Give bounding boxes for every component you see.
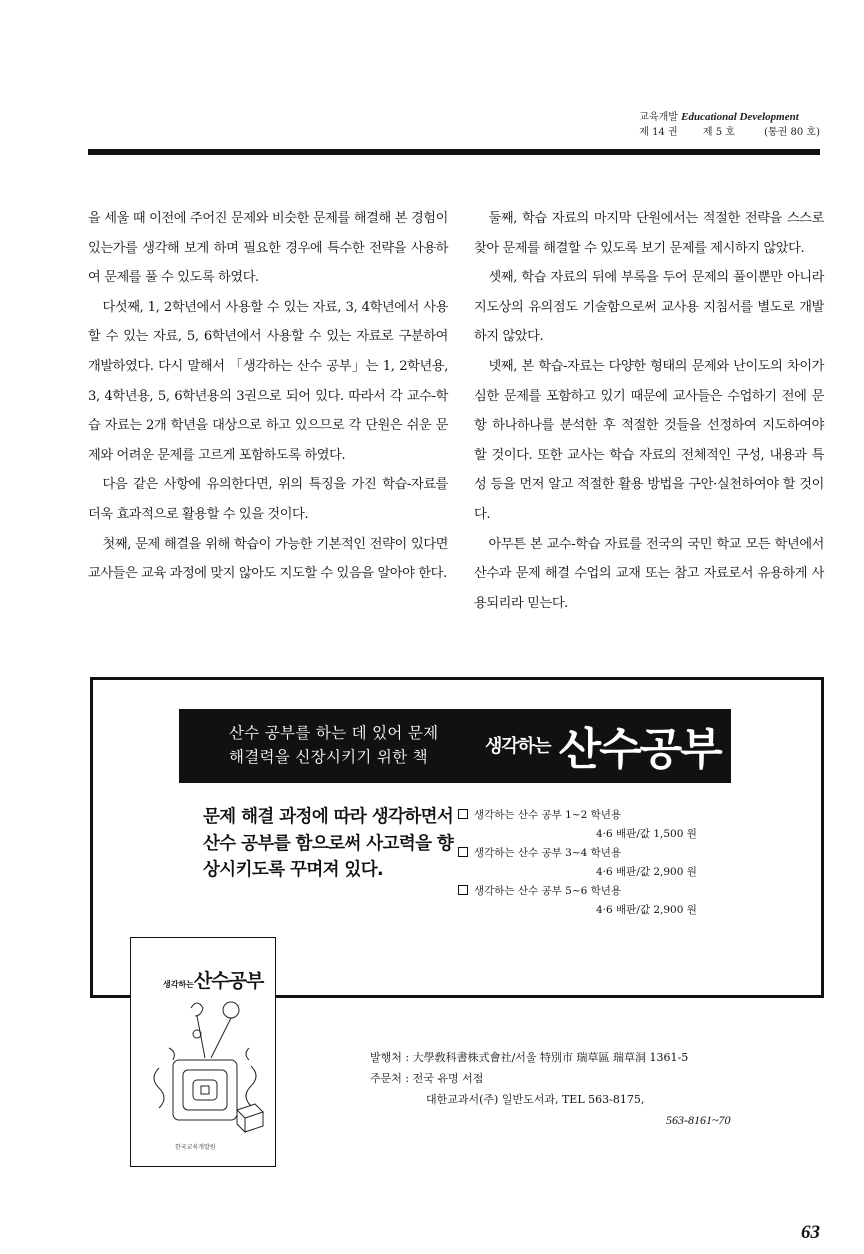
total-issue-label: (통권 80 호) — [764, 127, 820, 138]
ad-brand — [485, 713, 721, 777]
ad-brand-big: 산수공부 — [558, 724, 721, 775]
paragraph: 다음 같은 사항에 유의한다면, 위의 특징을 가진 학습-자료를 더욱 효과적으로 활용할 수 있을 것이다. — [88, 477, 448, 522]
paragraph: 셋째, 학습 자료의 뒤에 부록을 두어 문제의 풀이뿐만 아니라 지도상의 유의점도 기술함으로써 교사용 지침서를 별도로 개발하지 않았다. — [474, 270, 824, 345]
paragraph: 넷째, 본 학습-자료는 다양한 형태의 문제와 난이도의 차이가 심한 문제를 포함하고 있기 때문에 교사들은 수업하기 전에 문항 하나하나를 분석한 후 적절한 것들을 선정하여 지도하여야 할 것이다. 또한 교사는 학습 자료의 전체적인 구성, 내용과 특성 등을 먼저 알고 적절한 활용 방법을 구안·실천하여야 할 것이다. — [474, 358, 824, 522]
ad-tagline-line-1: 산수 공부를 하는 데 있어 문제 — [229, 724, 439, 742]
ad-banner — [179, 709, 731, 783]
paragraph: 을 세울 때 이전에 주어진 문제와 비슷한 문제를 해결해 본 경험이 있는가를 생각해 보게 하며 필요한 경우에 특수한 전략을 사용하여 문제를 풀 수 있도록 하였다. — [88, 211, 448, 286]
ad-publisher-info — [370, 1047, 731, 1131]
ad-tagline-line-2: 해결력을 신장시키기 위한 책 — [229, 748, 428, 766]
left-column — [88, 204, 448, 589]
order-detail: 대한교과서(주) 일반도서과, TEL 563-8175, — [426, 1093, 645, 1106]
order-line: 주문처 : 전국 유명 서점 — [370, 1072, 484, 1085]
ad-product-item — [458, 882, 718, 920]
product-title: 생각하는 산수 공부 5~6 학년용 — [474, 885, 622, 897]
order-tel-2: 563-8161~70 — [666, 1113, 731, 1127]
journal-title-kr: 교육개발 — [639, 112, 678, 123]
page-number: 63 — [801, 1222, 820, 1243]
product-title: 생각하는 산수 공부 1~2 학년용 — [474, 809, 622, 821]
product-spec: 4·6 배판/값 2,900 원 — [596, 904, 697, 916]
cover-title-big: 산수공부 — [193, 970, 264, 992]
ad-product-list — [458, 806, 718, 920]
volume-label: 제 14 권 — [639, 127, 678, 138]
paragraph: 아무튼 본 교수-학습 자료를 전국의 국민 학교 모든 학년에서 산수과 문제 해결 수업의 교재 또는 참고 자료로서 유용하게 사용되리라 믿는다. — [474, 536, 824, 611]
journal-header — [639, 110, 820, 140]
publisher-line: 발행처 : 大學敎科書株式會社/서울 特別市 瑞草區 瑞草洞 1361-5 — [370, 1051, 689, 1064]
paragraph: 둘째, 학습 자료의 마지막 단원에서는 적절한 전략을 스스로 찾아 문제를 해결할 수 있도록 보기 문제를 제시하지 않았다. — [474, 211, 824, 256]
ad-slogan: 문제 해결 과정에 따라 생각하면서 산수 공부를 함으로써 사고력을 향상시키도록 꾸며져 있다. — [203, 807, 454, 880]
cover-title-small: 생각하는 — [163, 980, 194, 989]
product-title: 생각하는 산수 공부 3~4 학년용 — [474, 847, 622, 859]
right-column — [474, 204, 824, 618]
cover-maze-illustration — [139, 988, 269, 1138]
product-spec: 4·6 배판/값 1,500 원 — [596, 828, 697, 840]
ad-brand-small: 생각하는 — [485, 736, 551, 757]
ad-tagline — [229, 721, 438, 769]
journal-title-en: Educational Development — [681, 111, 799, 123]
ad-product-item — [458, 806, 718, 844]
header-rule — [88, 149, 820, 155]
issue-label: 제 5 호 — [702, 127, 735, 138]
checkbox-icon — [458, 809, 468, 819]
checkbox-icon — [458, 847, 468, 857]
checkbox-icon — [458, 885, 468, 895]
product-spec: 4·6 배판/값 2,900 원 — [596, 866, 697, 878]
paragraph: 첫째, 문제 해결을 위해 학습이 가능한 기본적인 전략이 있다면 교사들은 교육 과정에 맞지 않아도 지도할 수 있음을 알아야 한다. — [88, 536, 448, 582]
ad-product-item — [458, 844, 718, 882]
book-cover — [130, 937, 276, 1167]
cover-publisher: 한국교육개발원 — [175, 1144, 216, 1151]
paragraph: 다섯째, 1, 2학년에서 사용할 수 있는 자료, 3, 4학년에서 사용할 수 있는 자료, 5, 6학년에서 사용할 수 있는 자료로 구분하여 개발하였다. 다시 말해서 「생각하는 산수 공부」는 1, 2학년용, 3, 4학년용, 5, 6학년용의 3권으로 되어 있다. 따라서 각 교수-학습 자료는 2개 학년을 대상으로 하고 있으므로 각 단원은 쉬운 문제와 어려운 문제를 고르게 포함하도록 하였다. — [88, 299, 448, 463]
